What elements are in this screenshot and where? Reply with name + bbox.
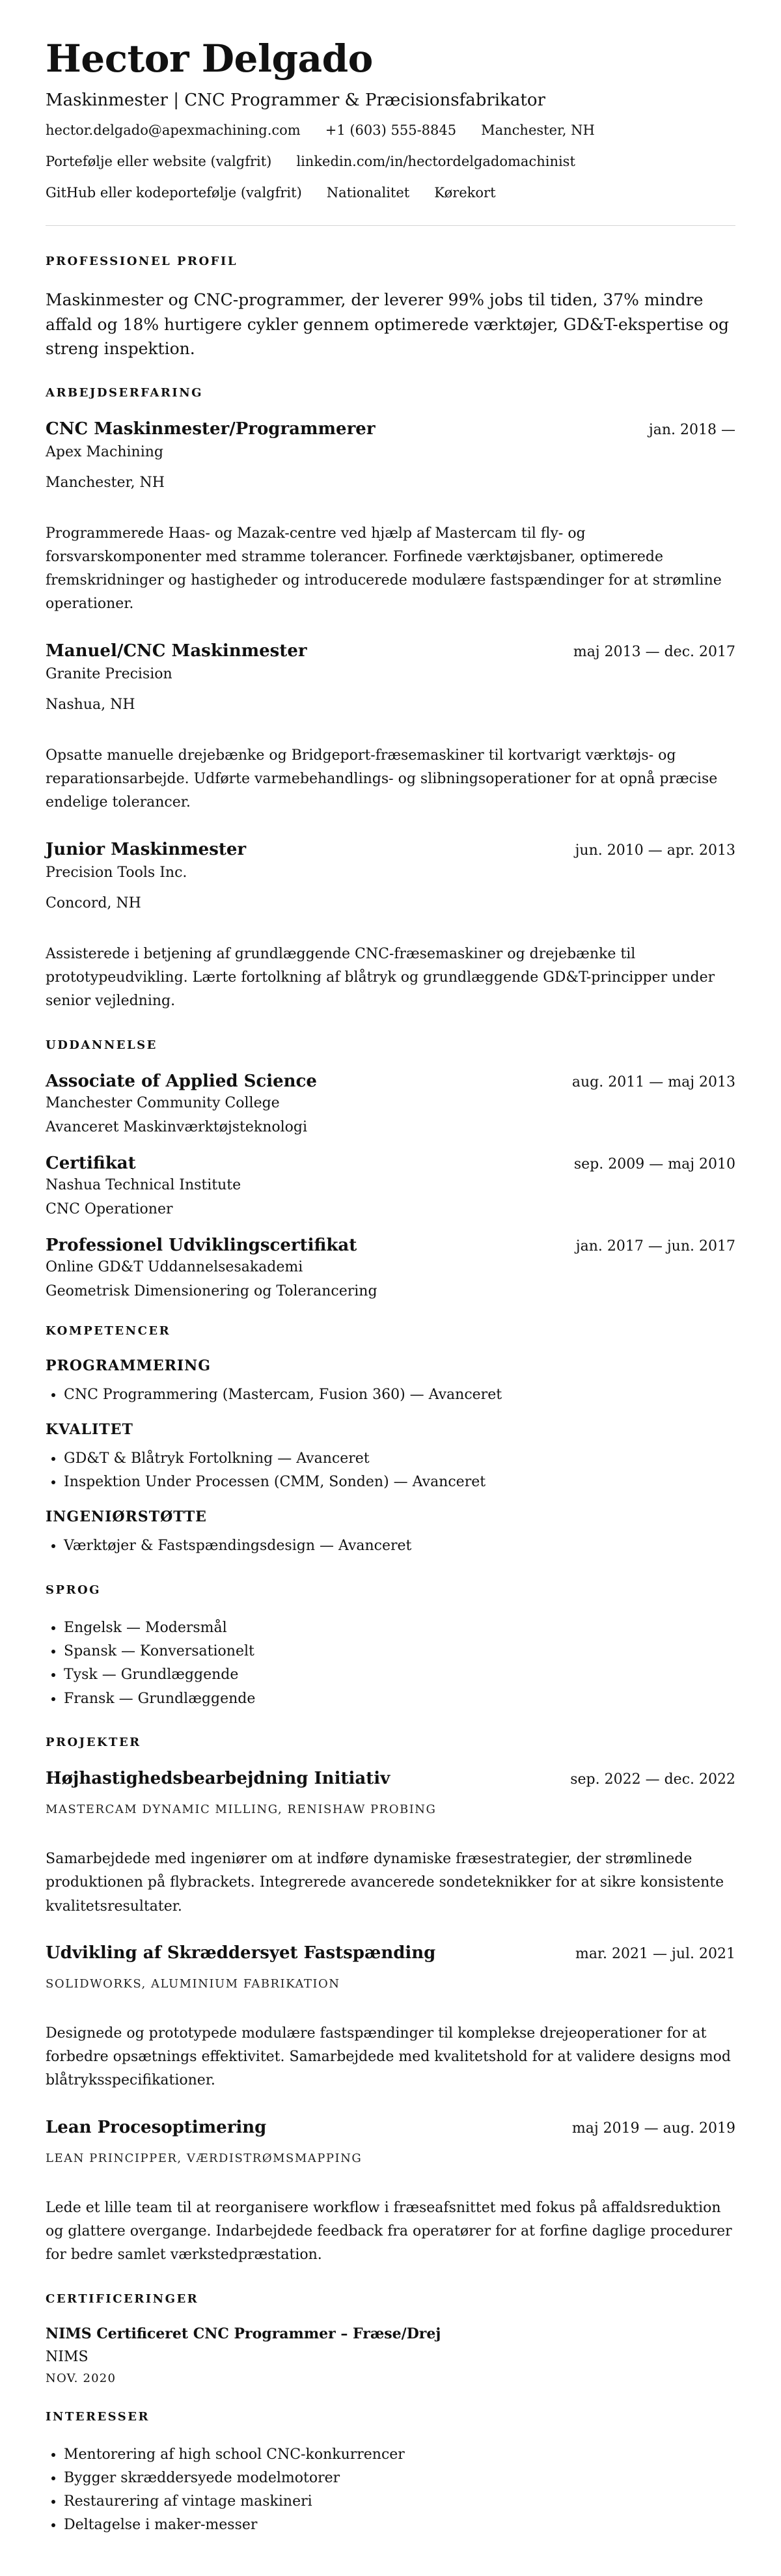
skill-item: • GD&T & Blåtryk Fortolkning — Avanceret [64, 1447, 735, 1471]
header-divider [46, 225, 735, 226]
project-item [46, 1943, 735, 2093]
skill-group-title: KVALITET [46, 1420, 133, 1438]
skill-group-title: INGENIØRSTØTTE [46, 1508, 207, 1526]
job-location: Concord, NH [46, 894, 141, 911]
skills-section [46, 1324, 735, 1558]
school-name: Manchester Community College [46, 1094, 280, 1111]
section-title-projects: PROJEKTER [46, 1735, 141, 1749]
language-list [46, 1616, 735, 1711]
job-company: Precision Tools Inc. [46, 864, 187, 881]
education-item-head [46, 1072, 735, 1091]
job-company: Apex Machining [46, 443, 164, 460]
candidate-name: Hector Delgado [46, 36, 373, 81]
school-name: Nashua Technical Institute [46, 1176, 241, 1193]
contact-row-1 [46, 124, 735, 146]
section-title-profile: PROFESSIONEL PROFIL [46, 255, 238, 269]
project-item-head [46, 1943, 735, 1963]
project-name: Udvikling af Skræddersyet Fastspænding [46, 1943, 436, 1963]
job-company: Granite Precision [46, 665, 172, 682]
certifications-section [46, 2292, 735, 2385]
skill-group [46, 1421, 735, 1495]
skill-item: • Inspektion Under Processen (CMM, Sonden) — Avanceret [64, 1471, 735, 1494]
skill-list [46, 1534, 735, 1558]
contact-license: Kørekort [434, 185, 496, 201]
project-dates: mar. 2021 — jul. 2021 [575, 1945, 735, 1962]
education-section [46, 1038, 735, 1299]
interest-item: • Mentorering af high school CNC-konkurrencer [64, 2443, 735, 2467]
project-item [46, 1769, 735, 1918]
contact-portfolio: Portefølje eller website (valgfrit) [46, 154, 272, 170]
job-title: CNC Maskinmester/Programmerer [46, 419, 376, 439]
contact-info [46, 124, 735, 208]
school-name: Online GD&T Uddannelsesakademi [46, 1258, 303, 1275]
skill-group-title: PROGRAMMERING [46, 1357, 212, 1374]
skill-group [46, 1508, 735, 1558]
education-item [46, 1072, 735, 1135]
language-item: • Engelsk — Modersmål [64, 1616, 735, 1640]
languages-section [46, 1583, 735, 1711]
degree-title: Professionel Udviklingscertifikat [46, 1235, 357, 1255]
certification-name: NIMS Certificeret CNC Programmer – Fræse/Drej [46, 2325, 441, 2342]
contact-location: Manchester, NH [481, 122, 595, 139]
education-dates: sep. 2009 — maj 2010 [573, 1156, 735, 1172]
contact-phone[interactable]: +1 (603) 555-8845 [325, 122, 457, 139]
certification-item [46, 2325, 735, 2385]
job-dates: maj 2013 — dec. 2017 [573, 643, 735, 660]
candidate-headline: Maskinmester | CNC Programmer & Præcisionsfabrikator [46, 90, 545, 110]
project-tags: LEAN PRINCIPPER, VÆRDISTRØMSMAPPING [46, 2151, 363, 2165]
skill-item: • CNC Programmering (Mastercam, Fusion 360) — Avanceret [64, 1383, 735, 1407]
job-title: Junior Maskinmester [46, 839, 247, 859]
job-dates: jun. 2010 — apr. 2013 [575, 842, 735, 859]
section-title-languages: SPROG [46, 1583, 102, 1597]
language-item: • Spansk — Konversationelt [64, 1640, 735, 1663]
degree-title: Certifikat [46, 1153, 136, 1173]
profile-summary: Maskinmester og CNC-programmer, der leverer 99% jobs til tiden, 37% mindre affald og 18% hurtigere cykler gennem optimerede værktøjer, GD&T-ekspertise og streng inspektion. [46, 290, 730, 359]
experience-item-head [46, 840, 735, 859]
education-dates: aug. 2011 — maj 2013 [571, 1073, 735, 1090]
language-item: • Fransk — Grundlæggende [64, 1687, 735, 1711]
education-field: CNC Operationer [46, 1200, 173, 1217]
job-description: Opsatte manuelle drejebænke og Bridgeport-fræsemaskiner til kortvarigt værktøjs- og reparationsarbejde. Udførte varmebehandlings- og slibningsoperationer for at opnå præcise endelige tolerancer. [46, 747, 718, 811]
job-description: Programmerede Haas- og Mazak-centre ved hjælp af Mastercam til fly- og forsvarskomponenter med stramme tolerancer. Forfinede værktøjsbaner, optimerede fremskridninger og hastigheder og introducerede modulære fastspændinger for at strømline operationer. [46, 525, 722, 613]
contact-nationality: Nationalitet [326, 185, 410, 201]
job-location: Manchester, NH [46, 474, 165, 491]
experience-item-head [46, 419, 735, 439]
project-description: Lede et lille team til at reorganisere workflow i fræseafsnittet med fokus på affaldsreduktion og glattere overgange. Indarbejdede feedback fra operatører for at forfine daglige procedurer for bedre samlet værkstedpræstation. [46, 2199, 732, 2264]
project-description: Designede og prototypede modulære fastspændinger til komplekse drejeoperationer for at forbedre opsætnings effektivitet. Samarbejdede med kvalitetshold for at validere designs mod blåtryksspecifikationer. [46, 2025, 732, 2089]
projects-section [46, 1736, 735, 2267]
project-name: Højhastighedsbearbejdning Initiativ [46, 1768, 390, 1788]
interests-section [46, 2410, 735, 2538]
project-tags: MASTERCAM DYNAMIC MILLING, RENISHAW PROBING [46, 1802, 437, 1816]
project-dates: maj 2019 — aug. 2019 [571, 2120, 735, 2137]
experience-item [46, 419, 735, 616]
experience-item-head [46, 641, 735, 661]
contact-email[interactable]: hector.delgado@apexmachining.com [46, 122, 301, 139]
job-location: Nashua, NH [46, 696, 135, 713]
skill-group [46, 1357, 735, 1407]
project-dates: sep. 2022 — dec. 2022 [570, 1771, 735, 1788]
resume-header [46, 36, 735, 208]
education-dates: jan. 2017 — jun. 2017 [575, 1238, 735, 1254]
experience-item [46, 840, 735, 1014]
skill-list [46, 1447, 735, 1495]
project-item-head [46, 1769, 735, 1788]
interest-item: • Deltagelse i maker-messer [64, 2514, 735, 2537]
education-field: Avanceret Maskinværktøjsteknologi [46, 1118, 308, 1135]
education-item-head [46, 1236, 735, 1255]
job-dates: jan. 2018 — [648, 421, 735, 438]
skill-item: • Værktøjer & Fastspændingsdesign — Avanceret [64, 1534, 735, 1558]
education-item [46, 1236, 735, 1299]
project-name: Lean Procesoptimering [46, 2117, 267, 2137]
job-description: Assisterede i betjening af grundlæggende CNC-fræsemaskiner og drejebænke til prototypeudvikling. Lærte fortolkning af blåtryk og grundlæggende GD&T-principper under senior vejledning. [46, 945, 715, 1010]
contact-linkedin[interactable]: linkedin.com/in/hectordelgadomachinist [296, 154, 575, 170]
section-title-education: UDDANNELSE [46, 1038, 158, 1052]
section-title-skills: KOMPETENCER [46, 1323, 171, 1338]
contact-github: GitHub eller kodeportefølje (valgfrit) [46, 185, 302, 201]
section-title-interests: INTERESSER [46, 2409, 150, 2424]
project-item [46, 2118, 735, 2267]
certification-date: NOV. 2020 [46, 2371, 116, 2385]
profile-section [46, 255, 735, 361]
interest-item: • Restaurering af vintage maskineri [64, 2490, 735, 2514]
skill-list [46, 1383, 735, 1407]
interest-list [46, 2443, 735, 2538]
contact-row-3 [46, 186, 735, 208]
experience-item [46, 641, 735, 815]
education-field: Geometrisk Dimensionering og Tolerancering [46, 1282, 377, 1299]
education-item-head [46, 1154, 735, 1173]
contact-row-2 [46, 155, 735, 177]
experience-section [46, 386, 735, 1014]
language-item: • Tysk — Grundlæggende [64, 1663, 735, 1687]
section-title-certifications: CERTIFICERINGER [46, 2292, 199, 2306]
certification-issuer: NIMS [46, 2348, 89, 2365]
education-item [46, 1154, 735, 1217]
job-title: Manuel/CNC Maskinmester [46, 641, 307, 661]
project-item-head [46, 2118, 735, 2137]
section-title-experience: ARBEJDSERFARING [46, 385, 204, 400]
degree-title: Associate of Applied Science [46, 1071, 317, 1091]
project-tags: SOLIDWORKS, ALUMINIUM FABRIKATION [46, 1976, 340, 1991]
interest-item: • Bygger skræddersyede modelmotorer [64, 2467, 735, 2490]
project-description: Samarbejdede med ingeniører om at indføre dynamiske fræsestrategier, der strømlinede produktionen på flybrackets. Integrerede avancerede sondeteknikker for at sikre konsistente kvalitetsresultater. [46, 1850, 724, 1915]
